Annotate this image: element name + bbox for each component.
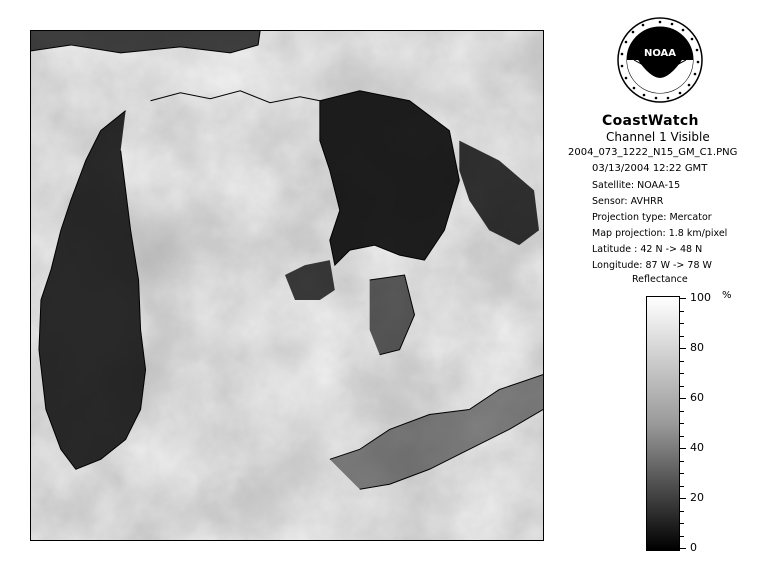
noaa-logo-icon bbox=[616, 16, 704, 104]
satellite-info: Satellite: NOAA-15 bbox=[592, 180, 681, 191]
colorbar-tick bbox=[680, 423, 684, 424]
colorbar-tick bbox=[680, 373, 684, 374]
satellite-map[interactable] bbox=[30, 30, 544, 541]
noaa-logo bbox=[616, 16, 704, 104]
colorbar-tick bbox=[680, 436, 684, 437]
app-title: CoastWatch bbox=[602, 113, 699, 129]
colorbar-tick-label: 80 bbox=[690, 341, 704, 354]
file-name: 2004_073_1222_N15_GM_C1.PNG bbox=[568, 147, 738, 158]
colorbar-tick-label: 100 bbox=[690, 291, 711, 304]
colorbar-tick bbox=[680, 473, 684, 474]
map-projection: Map projection: 1.8 km/pixel bbox=[592, 228, 728, 239]
colorbar-tick bbox=[680, 361, 684, 362]
colorbar-tick bbox=[680, 348, 686, 349]
reflectance-colorbar bbox=[646, 296, 680, 551]
colorbar-tick bbox=[680, 411, 684, 412]
colorbar-tick-label: 0 bbox=[690, 541, 697, 554]
colorbar-tick-label: 40 bbox=[690, 441, 704, 454]
colorbar-tick bbox=[680, 498, 686, 499]
channel-subtitle: Channel 1 Visible bbox=[606, 130, 710, 144]
colorbar-unit: % bbox=[722, 290, 732, 301]
projection-type: Projection type: Mercator bbox=[592, 212, 712, 223]
colorbar-tick bbox=[680, 298, 686, 299]
date-time: 03/13/2004 12:22 GMT bbox=[592, 163, 708, 174]
colorbar-tick bbox=[680, 548, 686, 549]
colorbar-tick-label: 20 bbox=[690, 491, 704, 504]
sensor-info: Sensor: AVHRR bbox=[592, 196, 664, 207]
colorbar-tick bbox=[680, 461, 684, 462]
colorbar-tick bbox=[680, 486, 684, 487]
colorbar-tick bbox=[680, 511, 684, 512]
logo-text: NOAA bbox=[643, 48, 677, 59]
longitude-range: Longitude: 87 W -> 78 W bbox=[592, 260, 712, 271]
colorbar-tick bbox=[680, 536, 684, 537]
colorbar-tick-label: 60 bbox=[690, 391, 704, 404]
colorbar-tick bbox=[680, 336, 684, 337]
colorbar-tick bbox=[680, 386, 684, 387]
colorbar-tick bbox=[680, 398, 686, 399]
colorbar-tick bbox=[680, 311, 684, 312]
colorbar-tick bbox=[680, 448, 686, 449]
colorbar-title: Reflectance bbox=[632, 274, 688, 285]
colorbar-tick bbox=[680, 523, 684, 524]
colorbar-tick bbox=[680, 323, 684, 324]
satellite-image bbox=[31, 31, 543, 540]
latitude-range: Latitude : 42 N -> 48 N bbox=[592, 244, 703, 255]
